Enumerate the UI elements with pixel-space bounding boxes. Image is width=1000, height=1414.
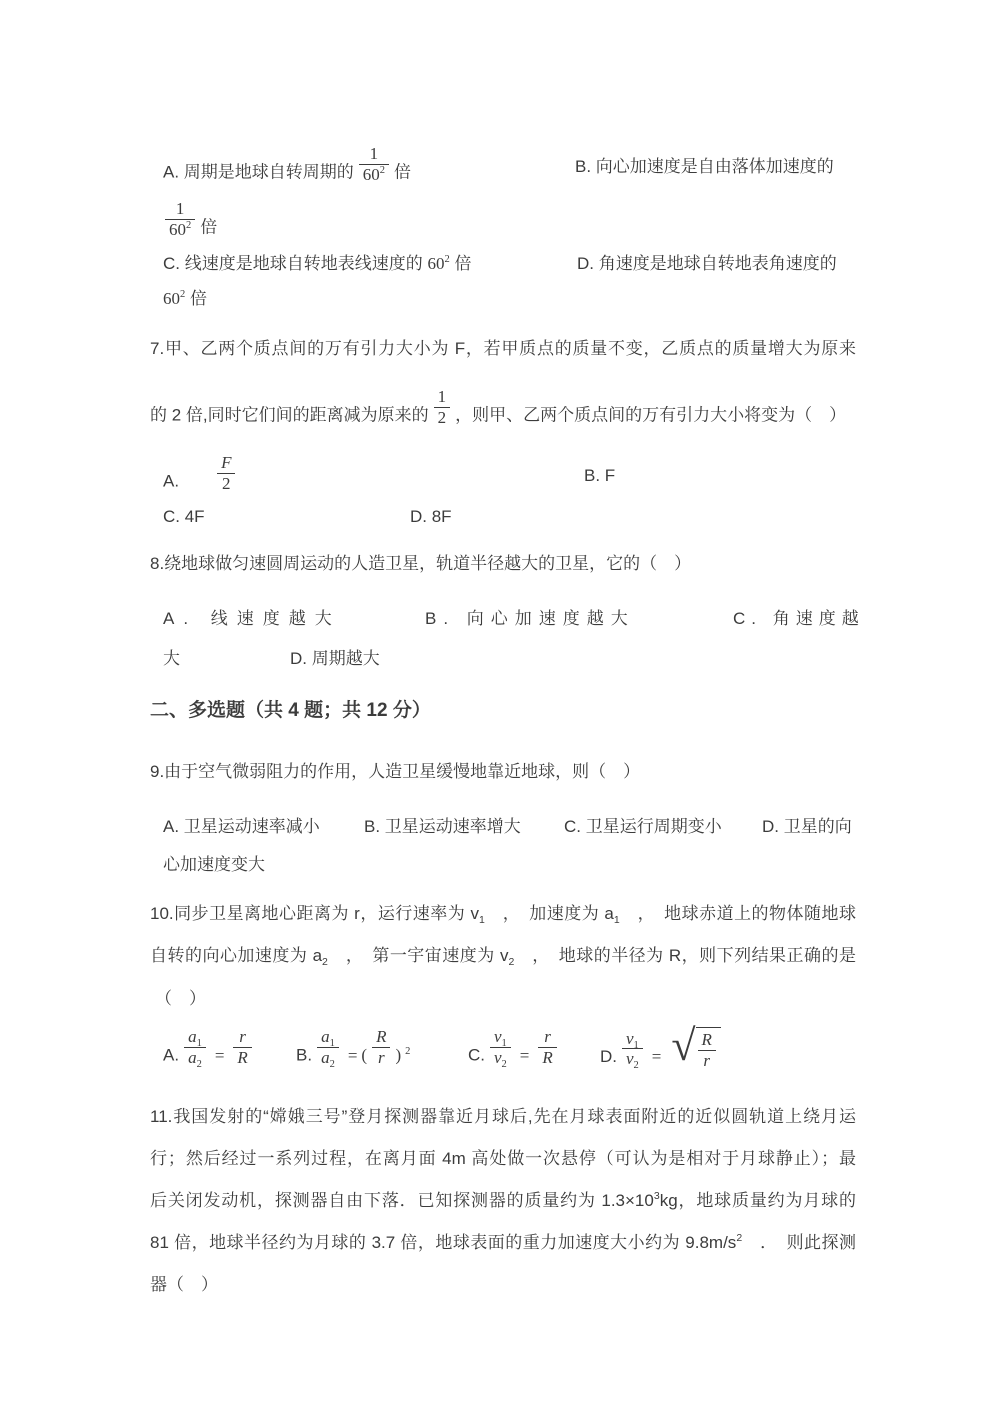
q11-stem-line-5 <box>150 1271 218 1298</box>
variable: v <box>626 1049 634 1069</box>
q10-option-d-label: D. <box>600 1047 617 1067</box>
q10-stem-text-1a: 10.同步卫星离地心距离为 r，运行速率为 v <box>150 904 479 923</box>
subscript: 1 <box>329 1038 335 1049</box>
q6-option-b-text: B. 向心加速度是自由落体加速度的 <box>575 157 834 176</box>
q7-option-c-text: C. 4F <box>163 507 205 526</box>
fraction-denominator <box>490 1047 511 1068</box>
q10-option-a <box>163 1027 257 1076</box>
q6-option-d-text: D. 角速度是地球自转地表角速度的 <box>577 254 837 273</box>
fraction-numerator: R <box>376 1027 387 1046</box>
q9-option-d <box>762 813 852 840</box>
subscript: 1 <box>478 914 485 926</box>
q10-option-c <box>468 1027 562 1076</box>
q7-stem-text-2a: 的 2 倍,同时它们间的距离减为原来的 <box>150 405 429 425</box>
q6-option-c-suffix: 倍 <box>454 254 472 273</box>
q7-option-b <box>584 462 615 489</box>
equals-sign: = <box>651 1047 662 1067</box>
fraction-R-over-r <box>698 1030 716 1070</box>
subscript: 2 <box>329 1058 335 1070</box>
value-base: 60 <box>163 289 180 308</box>
radical-sign: √ <box>671 1021 696 1070</box>
q6-option-a-suffix: 倍 <box>394 162 412 182</box>
q8-option-c-text: C. 角速度越 <box>733 609 865 628</box>
variable: v <box>626 1028 634 1048</box>
q7-option-a-label: A. <box>163 471 180 491</box>
q10-option-b <box>296 1027 411 1076</box>
q7-option-a <box>163 453 240 502</box>
fraction-1-over-60-squared <box>359 144 389 184</box>
q9-option-c <box>564 813 722 840</box>
subscript: 2 <box>508 956 515 968</box>
fraction-a1-over-a2 <box>317 1027 339 1070</box>
fraction-numerator: 1 <box>437 387 447 406</box>
q10-stem-text-3: （ ） <box>155 989 206 1008</box>
q7-option-b-text: B. F <box>584 466 616 485</box>
equals-sign: = <box>347 1045 358 1065</box>
q11-stem-line-1 <box>150 1103 856 1130</box>
radicand <box>696 1027 721 1070</box>
fraction-denominator <box>359 164 389 185</box>
fraction-numerator: R <box>701 1030 712 1049</box>
fraction-denominator: 2 <box>217 473 235 494</box>
subscript: 1 <box>613 914 620 926</box>
q11-stem-text-5: 器（ ） <box>150 1275 218 1294</box>
exponent: 3 <box>653 1190 660 1202</box>
equals-sign: = <box>519 1045 530 1065</box>
variable: a <box>188 1047 197 1067</box>
q11-stem-line-2 <box>150 1145 856 1172</box>
q8-option-b <box>425 605 635 632</box>
q6-option-d-wrapped <box>163 285 207 312</box>
q10-option-b-label: B. <box>296 1045 313 1065</box>
fraction-R-over-r <box>372 1027 390 1067</box>
q7-stem-text-1: 7.甲、乙两个质点间的万有引力大小为 F，若甲质点的质量不变，乙质点的质量增大为原来 <box>150 339 856 358</box>
q6-option-a-text: A. 周期是地球自转周期的 <box>163 162 354 182</box>
q11-stem-line-4 <box>150 1229 856 1256</box>
q9-option-d-wrap-text: 心加速度变大 <box>163 855 265 874</box>
fraction-den-exponent: 2 <box>186 219 192 231</box>
fraction-numerator: 1 <box>175 199 185 218</box>
fraction-r-over-R <box>538 1027 556 1067</box>
fraction-denominator: 2 <box>434 407 451 428</box>
q9-option-b <box>364 813 521 840</box>
q6-option-a <box>163 144 412 193</box>
q8-option-d-text: D. 周期越大 <box>290 649 380 668</box>
section-2-heading <box>150 697 431 724</box>
variable: v <box>494 1047 502 1067</box>
fraction-denominator: r <box>698 1050 716 1071</box>
q6-option-d-wrap-suffix: 倍 <box>189 289 207 308</box>
equals-sign: = <box>214 1045 225 1065</box>
q8-option-c <box>733 605 865 632</box>
value-exponent: 2 <box>444 254 450 265</box>
q7-stem-line-1 <box>150 335 856 362</box>
fraction-v1-over-v2 <box>490 1027 511 1070</box>
q6-option-c <box>163 250 471 277</box>
section-2-title-text: 二、多选题（共 4 题；共 12 分） <box>150 700 431 721</box>
q10-option-a-label: A. <box>163 1045 180 1065</box>
q11-stem-line-3 <box>150 1187 856 1214</box>
fraction-numerator: 1 <box>369 144 379 163</box>
fraction-numerator: r <box>544 1027 551 1046</box>
subscript: 1 <box>196 1038 202 1049</box>
subscript: 2 <box>322 956 328 968</box>
q6-option-b <box>575 153 834 180</box>
fraction-den-base: 60 <box>362 164 380 184</box>
q10-option-c-label: C. <box>468 1045 485 1065</box>
value-base: 60 <box>427 254 445 273</box>
q6-option-d <box>577 250 837 277</box>
open-paren: ( <box>361 1045 368 1065</box>
q7-option-d-text: D. 8F <box>410 507 452 526</box>
q8-option-b-text: B. 向心加速度越大 <box>425 609 635 628</box>
fraction-den-base: 60 <box>169 219 186 239</box>
q6-option-b-wrap-suffix: 倍 <box>200 217 218 237</box>
exponent: 2 <box>736 1232 743 1244</box>
fraction-denominator <box>165 219 195 240</box>
subscript: 1 <box>501 1038 507 1049</box>
variable: a <box>188 1027 197 1046</box>
q7-option-c <box>163 503 205 530</box>
fraction-numerator: F <box>221 453 232 472</box>
fraction-denominator <box>184 1047 206 1068</box>
q7-stem-text-2b: ，则甲、乙两个质点间的万有引力大小将变为（ ） <box>455 405 847 425</box>
variable: a <box>321 1027 330 1046</box>
fraction-v1-over-v2 <box>622 1028 643 1072</box>
fraction-1-over-60-squared <box>165 199 195 239</box>
q9-option-d-wrapped <box>163 851 265 878</box>
fraction-denominator <box>622 1048 643 1072</box>
q10-stem-line-2 <box>150 942 856 969</box>
fraction-r-over-R <box>233 1027 251 1067</box>
variable: a <box>321 1047 330 1067</box>
q10-option-d <box>600 1021 721 1079</box>
q10-stem-text-2a: 自转的向心加速度为 a <box>150 946 323 965</box>
q9-option-d-text: D. 卫星的向 <box>762 817 852 836</box>
variable: v <box>494 1027 502 1046</box>
q8-option-c-wrapped <box>163 645 180 672</box>
q11-stem-text-4b: ． 则此探测 <box>742 1233 857 1252</box>
q11-stem-text-3a: 后关闭发动机，探测器自由下落．已知探测器的质量约为 1.3×10 <box>150 1191 654 1210</box>
q6-option-c-value <box>427 254 449 273</box>
q8-option-a <box>163 605 341 632</box>
fraction-f-over-2 <box>217 453 235 493</box>
q10-stem-line-3 <box>155 985 206 1012</box>
q9-option-c-text: C. 卫星运行周期变小 <box>564 817 722 836</box>
subscript: 1 <box>633 1039 639 1051</box>
q8-stem <box>150 550 691 577</box>
q6-option-b-wrapped <box>165 199 218 248</box>
fraction-denominator: r <box>372 1047 390 1068</box>
q10-stem-line-1 <box>150 900 856 927</box>
fraction-denominator: R <box>233 1047 251 1068</box>
subscript: 2 <box>196 1058 202 1070</box>
exponent: 2 <box>405 1045 411 1057</box>
q9-stem <box>150 758 640 785</box>
fraction-numerator <box>490 1027 511 1047</box>
q9-option-b-text: B. 卫星运动速率增大 <box>364 817 521 836</box>
q11-stem-text-2: 行；然后经过一系列过程，在离月面 4m 高处做一次悬停（可认为是相对于月球静止）；最 <box>150 1149 856 1168</box>
q11-stem-text-3b: kg，地球质量约为月球的 <box>659 1191 856 1210</box>
q10-stem-text-1c: ， 地球赤道上的物体随地球 <box>619 904 856 923</box>
q8-stem-text: 8.绕地球做匀速圆周运动的人造卫星，轨道半径越大的卫星，它的（ ） <box>150 554 692 573</box>
fraction-numerator <box>184 1027 206 1047</box>
fraction-den-exponent: 2 <box>379 164 386 176</box>
fraction-numerator <box>317 1027 339 1047</box>
q10-stem-text-2b: ， 第一宇宙速度为 v <box>327 946 509 965</box>
q9-stem-text: 9.由于空气微弱阻力的作用，人造卫星缓慢地靠近地球，则（ ） <box>150 762 641 781</box>
q7-stem-line-2 <box>150 387 847 436</box>
fraction-denominator <box>317 1047 339 1068</box>
q6-option-d-value <box>163 289 185 308</box>
fraction-numerator: r <box>239 1027 246 1046</box>
q8-option-c-wrap-text: 大 <box>163 649 180 668</box>
q11-stem-text-1: 11.我国发射的“嫦娥三号”登月探测器靠近月球后,先在月球表面附近的近似圆轨道上绕月运 <box>150 1107 856 1126</box>
subscript: 2 <box>633 1060 639 1072</box>
square-root <box>671 1021 721 1070</box>
fraction-one-half <box>434 387 451 427</box>
fraction-denominator: R <box>538 1047 556 1068</box>
fraction-a1-over-a2 <box>184 1027 206 1070</box>
q10-stem-text-1b: ， 加速度为 a <box>484 904 614 923</box>
subscript: 2 <box>501 1058 507 1070</box>
close-paren: ) <box>395 1045 402 1065</box>
q8-option-d <box>290 645 380 672</box>
q8-option-a-text: A. 线速度越大 <box>163 609 341 628</box>
q10-stem-text-2c: ， 地球的半径为 R，则下列结果正确的是 <box>514 946 856 965</box>
fraction-numerator <box>622 1029 643 1049</box>
value-exponent: 2 <box>180 289 186 300</box>
q9-option-a-text: A. 卫星运动速率减小 <box>163 817 320 836</box>
q6-option-c-text: C. 线速度是地球自转地表线速度的 <box>163 254 423 273</box>
q11-stem-text-4a: 81 倍，地球半径约为月球的 3.7 倍，地球表面的重力加速度大小约为 9.8m/s <box>150 1233 737 1252</box>
q7-option-d <box>410 503 452 530</box>
q9-option-a <box>163 813 320 840</box>
